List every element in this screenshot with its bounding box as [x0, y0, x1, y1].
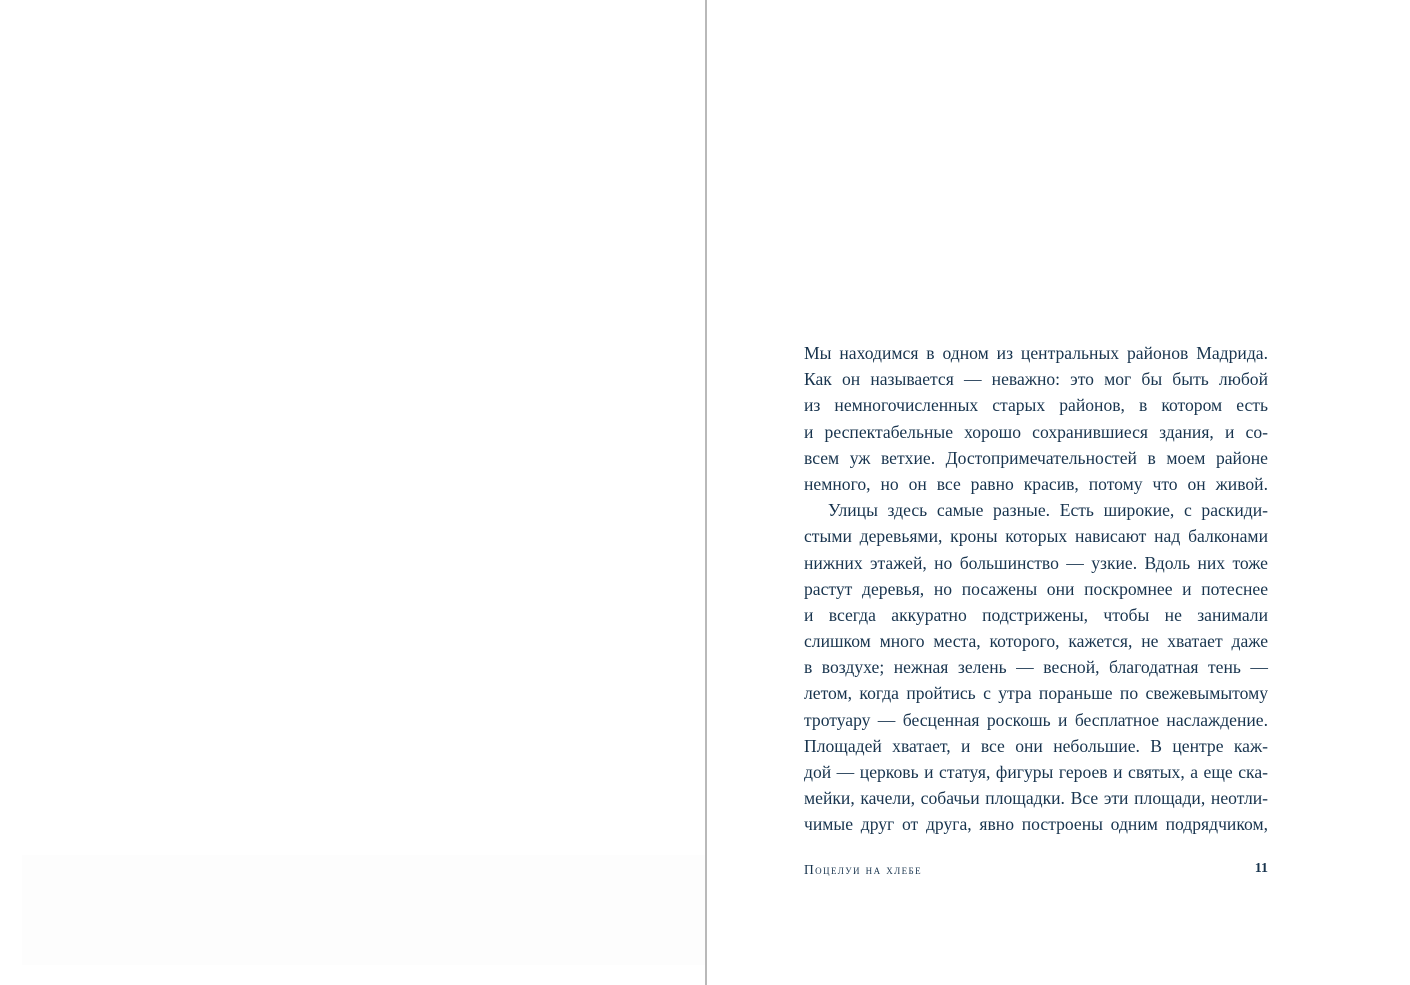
body-text-line: нижних этажей, но большинство — узкие. Вдоль них тоже [804, 552, 1268, 573]
body-text-line: чимые друг от друга, явно построены одним подрядчиком, [804, 814, 1268, 835]
body-text-line: слишком много места, которого, кажется, не хватает даже [804, 631, 1268, 652]
body-text-line: дой — церковь и статуя, фигуры героев и святых, а еще ска- [804, 762, 1268, 782]
body-text-line: тротуару — бесценная роскошь и бесплатное наслаждение. [804, 709, 1268, 730]
body-text-line: из немногочисленных старых районов, в котором есть [804, 395, 1268, 416]
left-page-shade [22, 855, 706, 965]
body-text-line: летом, когда пройтись с утра пораньше по свежевымытому [804, 683, 1268, 704]
body-text-line: Мы находимся в одном из центральных районов Мадрида. [804, 343, 1268, 363]
body-text-line: растут деревья, но посажены они поскромнее и потеснее [804, 578, 1268, 599]
body-text-line: немного, но он все равно красив, потому что он живой. [804, 473, 1268, 494]
body-text-line: всем уж ветхие. Достопримечательностей в моем районе [804, 447, 1268, 468]
page-number: 11 [1254, 861, 1268, 876]
body-text-line: Площадей хватает, и все они небольшие. В центре каж- [804, 735, 1268, 756]
body-text-line: в воздухе; нежная зелень — весной, благодатная тень — [804, 657, 1268, 678]
body-text-line: мейки, качели, собачьи площадки. Все эти площади, неотли- [804, 788, 1268, 809]
body-text [804, 340, 1268, 838]
body-text-line: и всегда аккуратно подстрижены, чтобы не занимали [804, 604, 1268, 625]
body-text-line: Как он называется — неважно: это мог бы быть любой [804, 369, 1268, 390]
running-footer-title: Поцелуи на хлебе [804, 862, 923, 877]
body-text-line: и респектабельные хорошо сохранившиеся здания, и со- [804, 421, 1268, 442]
body-text-line: Улицы здесь самые разные. Есть широкие, с раскиди- [828, 500, 1268, 521]
body-text-line: стыми деревьями, кроны которых нависают над балконами [804, 526, 1268, 547]
